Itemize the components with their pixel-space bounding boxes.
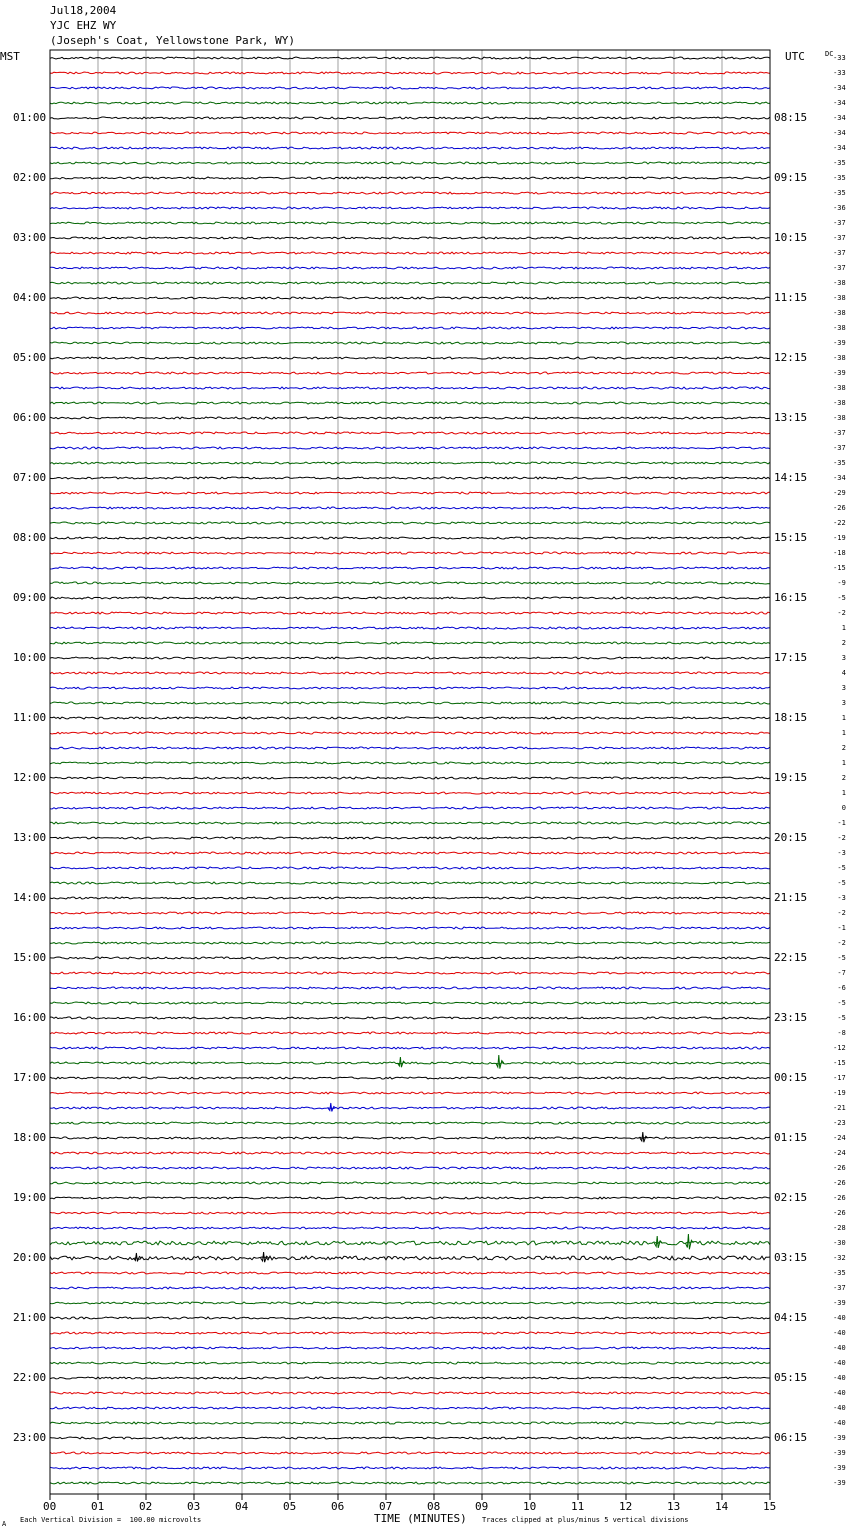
dc-offset-label: -38 [833,324,846,332]
mst-label: 08:00 [13,531,47,544]
location-label: (Joseph's Coat, Yellowstone Park, WY) [50,34,296,47]
event-spike-1 [397,1057,405,1067]
trace-31 [50,507,770,509]
utc-label: 19:15 [774,771,808,784]
dc-offset-label: -5 [837,1014,846,1022]
x-tick-label: 13 [667,1500,681,1513]
x-tick-label: 09 [475,1500,489,1513]
dc-offset-label: -5 [837,594,846,602]
trace-21 [50,357,770,359]
dc-offset-label: -38 [833,354,846,362]
dc-offset-label: -39 [833,1479,846,1487]
dc-offset-label: -38 [833,309,846,317]
utc-label: 10:15 [774,231,808,244]
event-spike-5 [685,1234,693,1249]
dc-offset-label: -40 [833,1374,846,1382]
mst-label: 12:00 [13,771,47,784]
utc-label: 22:15 [774,951,808,964]
mst-label: 07:00 [13,471,47,484]
dc-offset-label: -19 [833,534,846,542]
trace-16 [50,282,770,284]
dc-offset-label: -40 [833,1344,846,1352]
utc-label: 18:15 [774,711,808,724]
trace-5 [50,117,770,119]
dc-offset-label: 3 [841,699,846,707]
dc-offset-label: -5 [837,879,846,887]
trace-37 [50,597,770,599]
dc-offset-label: -35 [833,189,846,197]
dc-offset-label: 3 [841,654,846,662]
x-tick-label: 00 [43,1500,57,1513]
trace-59 [50,927,770,929]
dc-offset-label: -34 [833,129,846,137]
dc-offset-label: -23 [833,1119,846,1127]
trace-70 [50,1092,770,1094]
dc-offset-label: 4 [841,669,846,677]
dc-offset-label: -35 [833,159,846,167]
dc-offset-label: -38 [833,399,846,407]
event-spike-6 [654,1236,662,1248]
dc-offset-label: -26 [833,1164,846,1172]
mst-label: 01:00 [13,111,47,124]
dc-offset-label: 2 [841,744,846,752]
trace-65 [50,1017,770,1019]
trace-54 [50,852,770,854]
trace-93 [50,1437,770,1439]
trace-43 [50,687,770,689]
trace-14 [50,252,770,254]
dc-offset-label: 3 [841,684,846,692]
dc-label: DC [825,50,834,58]
mst-label: 04:00 [13,291,47,304]
x-tick-label: 04 [235,1500,249,1513]
dc-offset-label: -38 [833,294,846,302]
trace-25 [50,417,770,419]
dc-offset-label: -2 [837,939,846,947]
trace-75 [50,1167,770,1169]
dc-offset-label: -18 [833,549,846,557]
trace-15 [50,267,770,269]
mst-label: 22:00 [13,1371,47,1384]
trace-63 [50,987,770,989]
utc-label: 01:15 [774,1131,808,1144]
dc-offset-label: -33 [833,69,846,77]
trace-48 [50,762,770,764]
trace-35 [50,567,770,569]
mst-label: 09:00 [13,591,47,604]
dc-offset-label: -2 [837,909,846,917]
dc-offset-label: -34 [833,84,846,92]
trace-17 [50,297,770,299]
event-spike-3 [328,1103,336,1112]
mst-label: 21:00 [13,1311,47,1324]
utc-label: 06:15 [774,1431,808,1444]
trace-77 [50,1197,770,1199]
dc-offset-label: -40 [833,1389,846,1397]
utc-label: 02:15 [774,1191,808,1204]
mst-label: 17:00 [13,1071,47,1084]
trace-9 [50,177,770,179]
dc-offset-label: -37 [833,429,846,437]
trace-24 [50,402,770,404]
mst-label: 11:00 [13,711,47,724]
mst-label: 14:00 [13,891,47,904]
dc-offset-label: -39 [833,369,846,377]
dc-offset-label: -8 [837,1029,846,1037]
trace-13 [50,237,770,239]
x-tick-label: 03 [187,1500,201,1513]
dc-offset-label: -40 [833,1419,846,1427]
dc-offset-label: -5 [837,999,846,1007]
trace-2 [50,72,770,74]
station-label: YJC EHZ WY [50,19,117,32]
dc-offset-label: -26 [833,1209,846,1217]
utc-label: 04:15 [774,1311,808,1324]
trace-46 [50,732,770,734]
trace-58 [50,912,770,914]
trace-55 [50,867,770,869]
date-label: Jul18,2004 [50,4,117,17]
trace-29 [50,477,770,479]
dc-offset-label: 0 [841,804,846,812]
dc-offset-label: -34 [833,114,846,122]
trace-66 [50,1032,770,1034]
trace-34 [50,552,770,554]
trace-67 [50,1047,770,1049]
dc-offset-label: -37 [833,234,846,242]
trace-8 [50,162,770,164]
trace-74 [50,1152,770,1154]
dc-offset-label: 1 [841,714,846,722]
dc-offset-label: -1 [837,819,846,827]
dc-offset-label: -24 [833,1149,846,1157]
dc-offset-label: -32 [833,1254,846,1262]
trace-22 [50,372,770,374]
mst-label: 16:00 [13,1011,47,1024]
trace-53 [50,837,770,839]
x-tick-label: 02 [139,1500,153,1513]
x-tick-label: 14 [715,1500,729,1513]
utc-label: 15:15 [774,531,808,544]
dc-offset-label: 1 [841,789,846,797]
dc-offset-label: -39 [833,1464,846,1472]
utc-label: 23:15 [774,1011,808,1024]
trace-6 [50,132,770,134]
trace-12 [50,222,770,224]
trace-27 [50,447,770,449]
utc-label: 08:15 [774,111,808,124]
dc-offset-label: -40 [833,1359,846,1367]
utc-label: 12:15 [774,351,808,364]
mst-label: 15:00 [13,951,47,964]
trace-89 [50,1377,770,1379]
dc-offset-label: -28 [833,1224,846,1232]
mst-label: 18:00 [13,1131,47,1144]
dc-offset-label: -5 [837,954,846,962]
x-tick-label: 15 [763,1500,777,1513]
dc-offset-label: 1 [841,759,846,767]
dc-offset-label: -34 [833,144,846,152]
trace-88 [50,1362,770,1364]
trace-42 [50,672,770,674]
mst-label: 03:00 [13,231,47,244]
trace-18 [50,312,770,314]
trace-51 [50,807,770,809]
trace-36 [50,582,770,584]
dc-offset-label: -38 [833,279,846,287]
trace-47 [50,747,770,749]
trace-62 [50,972,770,974]
trace-38 [50,612,770,614]
trace-91 [50,1407,770,1409]
scale-note: Each Vertical Division = 100.00 microvolts [20,1516,202,1524]
utc-label: 13:15 [774,411,808,424]
trace-73 [50,1137,770,1139]
trace-76 [50,1182,770,1184]
trace-52 [50,822,770,824]
trace-32 [50,522,770,524]
dc-offset-label: -37 [833,249,846,257]
dc-offset-label: -3 [837,849,846,857]
trace-1 [50,57,770,59]
dc-offset-label: -37 [833,264,846,272]
plot-frame [50,50,770,1494]
dc-offset-label: -37 [833,1284,846,1292]
trace-82 [50,1272,770,1274]
dc-offset-label: -5 [837,864,846,872]
trace-28 [50,462,770,464]
x-tick-label: 01 [91,1500,105,1513]
dc-offset-label: -35 [833,459,846,467]
trace-49 [50,777,770,779]
dc-offset-label: -15 [833,564,846,572]
dc-offset-label: -40 [833,1314,846,1322]
x-tick-label: 12 [619,1500,633,1513]
trace-64 [50,1002,770,1004]
dc-offset-label: -24 [833,1134,846,1142]
dc-offset-label: -26 [833,1194,846,1202]
x-tick-label: 10 [523,1500,537,1513]
dc-offset-label: 2 [841,774,846,782]
trace-23 [50,387,770,389]
mst-label: 20:00 [13,1251,47,1264]
dc-offset-label: -15 [833,1059,846,1067]
trace-60 [50,942,770,944]
dc-offset-label: -22 [833,519,846,527]
dc-offset-label: -6 [837,984,846,992]
dc-offset-label: -39 [833,1449,846,1457]
utc-label: 11:15 [774,291,808,304]
dc-offset-label: -35 [833,1269,846,1277]
trace-90 [50,1392,770,1394]
dc-offset-label: -26 [833,504,846,512]
event-spike-4 [640,1132,648,1142]
dc-offset-label: -29 [833,489,846,497]
utc-label: 21:15 [774,891,808,904]
trace-20 [50,342,770,344]
trace-96 [50,1482,770,1484]
dc-offset-label: -7 [837,969,846,977]
trace-87 [50,1347,770,1349]
dc-offset-label: -40 [833,1404,846,1412]
dc-offset-label: 1 [841,624,846,632]
trace-72 [50,1122,770,1124]
trace-57 [50,897,770,899]
trace-41 [50,657,770,659]
trace-26 [50,432,770,434]
trace-11 [50,207,770,209]
dc-offset-label: -39 [833,339,846,347]
dc-offset-label: 1 [841,729,846,737]
dc-offset-label: -36 [833,204,846,212]
trace-79 [50,1227,770,1229]
trace-50 [50,792,770,794]
dc-offset-label: -12 [833,1044,846,1052]
utc-label: 14:15 [774,471,808,484]
dc-offset-label: -38 [833,414,846,422]
trace-4 [50,102,770,104]
dc-offset-label: -34 [833,474,846,482]
mst-label: 05:00 [13,351,47,364]
x-tick-label: 07 [379,1500,393,1513]
seismic-events [133,1055,693,1262]
trace-68 [50,1062,770,1064]
mst-label: 10:00 [13,651,47,664]
trace-44 [50,702,770,704]
trace-7 [50,147,770,149]
trace-39 [50,627,770,629]
trace-3 [50,87,770,89]
x-axis-ticks [50,1494,770,1500]
x-tick-label: 05 [283,1500,297,1513]
dc-offset-label: -39 [833,1434,846,1442]
trace-33 [50,537,770,539]
dc-offset-label: -1 [837,924,846,932]
trace-69 [50,1077,770,1079]
trace-95 [50,1467,770,1469]
dc-offset-label: -30 [833,1239,846,1247]
trace-45 [50,717,770,719]
mst-label: 06:00 [13,411,47,424]
utc-label: 20:15 [774,831,808,844]
trace-94 [50,1452,770,1454]
dc-offset-label: -3 [837,894,846,902]
dc-offset-label: -34 [833,99,846,107]
trace-81 [50,1256,770,1260]
trace-83 [50,1287,770,1289]
scale-mark: A [2,1520,7,1528]
clip-note: Traces clipped at plus/minus 5 vertical divisions [482,1516,689,1524]
x-axis-label: TIME (MINUTES) [374,1512,467,1525]
mst-label: 19:00 [13,1191,47,1204]
x-tick-label: 08 [427,1500,441,1513]
trace-40 [50,642,770,644]
dc-offset-label: -40 [833,1329,846,1337]
utc-label: 00:15 [774,1071,808,1084]
trace-78 [50,1212,770,1214]
dc-offset-label: -38 [833,384,846,392]
dc-offset-label: -9 [837,579,846,587]
x-tick-label: 06 [331,1500,345,1513]
utc-label: 09:15 [774,171,808,184]
dc-offset-label: -37 [833,444,846,452]
trace-30 [50,492,770,494]
mst-label: 02:00 [13,171,47,184]
trace-10 [50,192,770,194]
utc-label: 05:15 [774,1371,808,1384]
trace-71 [50,1107,770,1109]
dc-offset-label: -2 [837,609,846,617]
mst-axis-title: MST [0,50,20,63]
trace-92 [50,1422,770,1424]
dc-offset-label: -26 [833,1179,846,1187]
dc-offset-label: -2 [837,834,846,842]
dc-offset-label: -37 [833,219,846,227]
mst-label: 23:00 [13,1431,47,1444]
trace-85 [50,1317,770,1319]
dc-offset-label: -19 [833,1089,846,1097]
event-spike-2 [496,1055,504,1069]
utc-label: 17:15 [774,651,808,664]
trace-19 [50,327,770,329]
trace-84 [50,1302,770,1304]
utc-label: 03:15 [774,1251,808,1264]
trace-86 [50,1332,770,1334]
mst-label: 13:00 [13,831,47,844]
x-tick-label: 11 [571,1500,585,1513]
trace-56 [50,882,770,884]
dc-offset-label: -39 [833,1299,846,1307]
trace-61 [50,957,770,959]
dc-offset-label: 2 [841,639,846,647]
dc-offset-label: -35 [833,174,846,182]
event-spike-8 [133,1253,141,1262]
utc-label: 16:15 [774,591,808,604]
utc-axis-title: UTC [785,50,805,63]
dc-offset-label: -21 [833,1104,846,1112]
dc-offset-label: -17 [833,1074,846,1082]
seismic-traces [50,57,770,1484]
dc-offset-label: -33 [833,54,846,62]
minute-gridlines [98,50,722,1494]
